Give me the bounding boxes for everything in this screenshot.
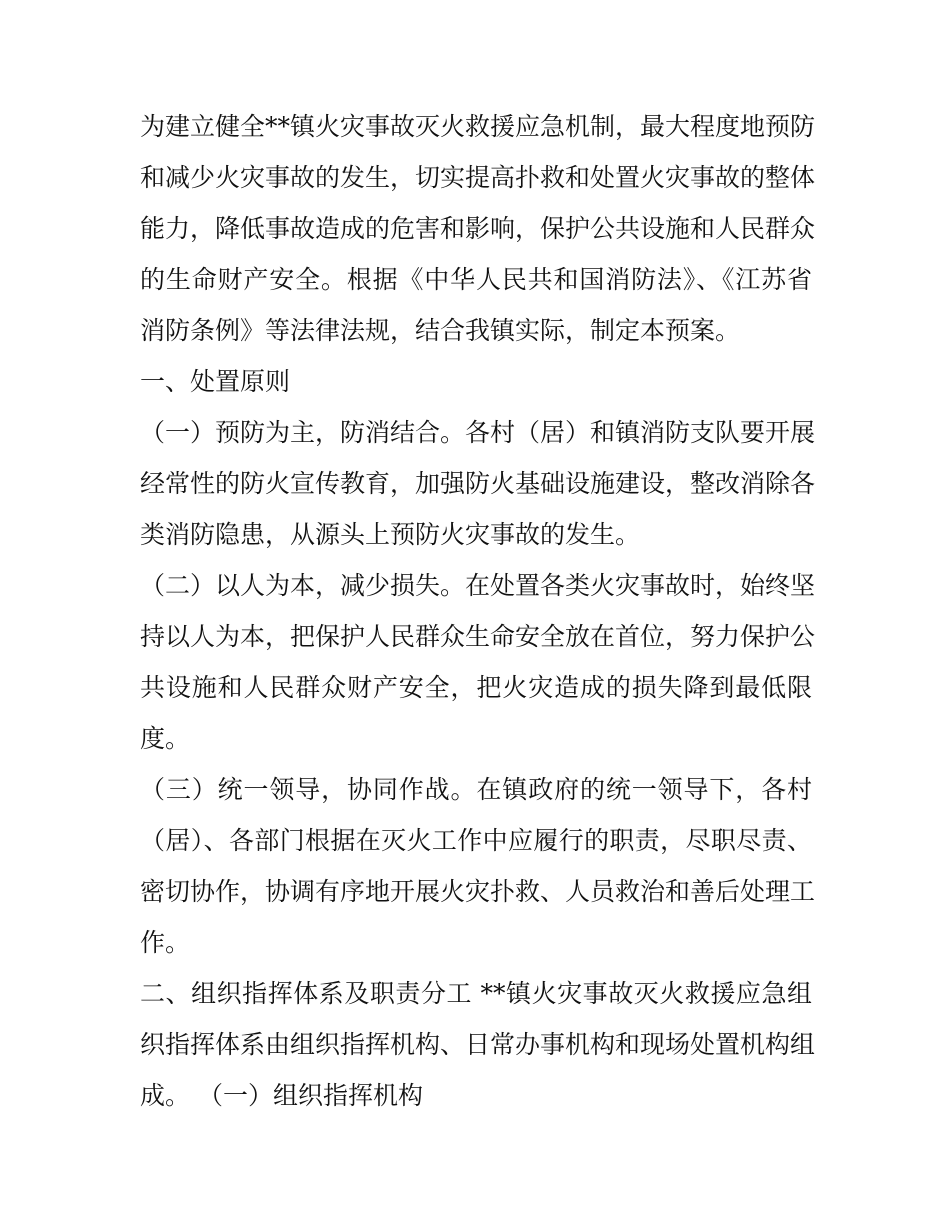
paragraph-line: 为建立健全**镇火灾事故灭火救援应急机制，最大程度地预防 — [140, 112, 816, 141]
paragraph-line: 和减少火灾事故的发生，切实提高扑救和处置火灾事故的整体 — [140, 163, 816, 192]
paragraph-line: （一）预防为主，防消结合。各村（居）和镇消防支队要开展 — [140, 418, 816, 447]
paragraph-line: 密切协作，协调有序地开展火灾扑救、人员救治和善后处理工 — [140, 877, 816, 906]
paragraph-line: （居）、各部门根据在灭火工作中应履行的职责，尽职尽责、 — [140, 826, 812, 855]
paragraph-line: 的生命财产安全。根据《中华人民共和国消防法》、《江苏省 — [140, 265, 812, 294]
paragraph-line: 织指挥体系由组织指挥机构、日常办事机构和现场处置机构组 — [140, 1030, 816, 1059]
document-body — [140, 101, 816, 1121]
paragraph-line: 类消防隐患，从源头上预防火灾事故的发生。 — [140, 520, 641, 549]
paragraph-line: （二）以人为本，减少损失。在处置各类火灾事故时，始终坚 — [140, 571, 816, 600]
paragraph-line: 经常性的防火宣传教育，加强防火基础设施建设，整改消除各 — [140, 469, 816, 498]
paragraph-line: 消防条例》等法律法规，结合我镇实际，制定本预案。 — [140, 316, 741, 345]
paragraph-line: 持以人为本，把保护人民群众生命安全放在首位，努力保护公 — [140, 622, 816, 651]
paragraph-line: 能力，降低事故造成的危害和影响，保护公共设施和人民群众 — [140, 214, 816, 243]
paragraph-line: 成。 （一）组织指挥机构 — [140, 1081, 423, 1110]
paragraph-line: （三）统一领导，协同作战。在镇政府的统一领导下，各村 — [140, 775, 812, 804]
section-heading: 二、组织指挥体系及职责分工 **镇火灾事故灭火救援应急组 — [140, 979, 812, 1008]
section-heading: 一、处置原则 — [140, 367, 291, 396]
paragraph-line: 作。 — [140, 928, 191, 957]
paragraph-line: 度。 — [140, 724, 191, 753]
paragraph-line: 共设施和人民群众财产安全，把火灾造成的损失降到最低限 — [140, 673, 812, 702]
